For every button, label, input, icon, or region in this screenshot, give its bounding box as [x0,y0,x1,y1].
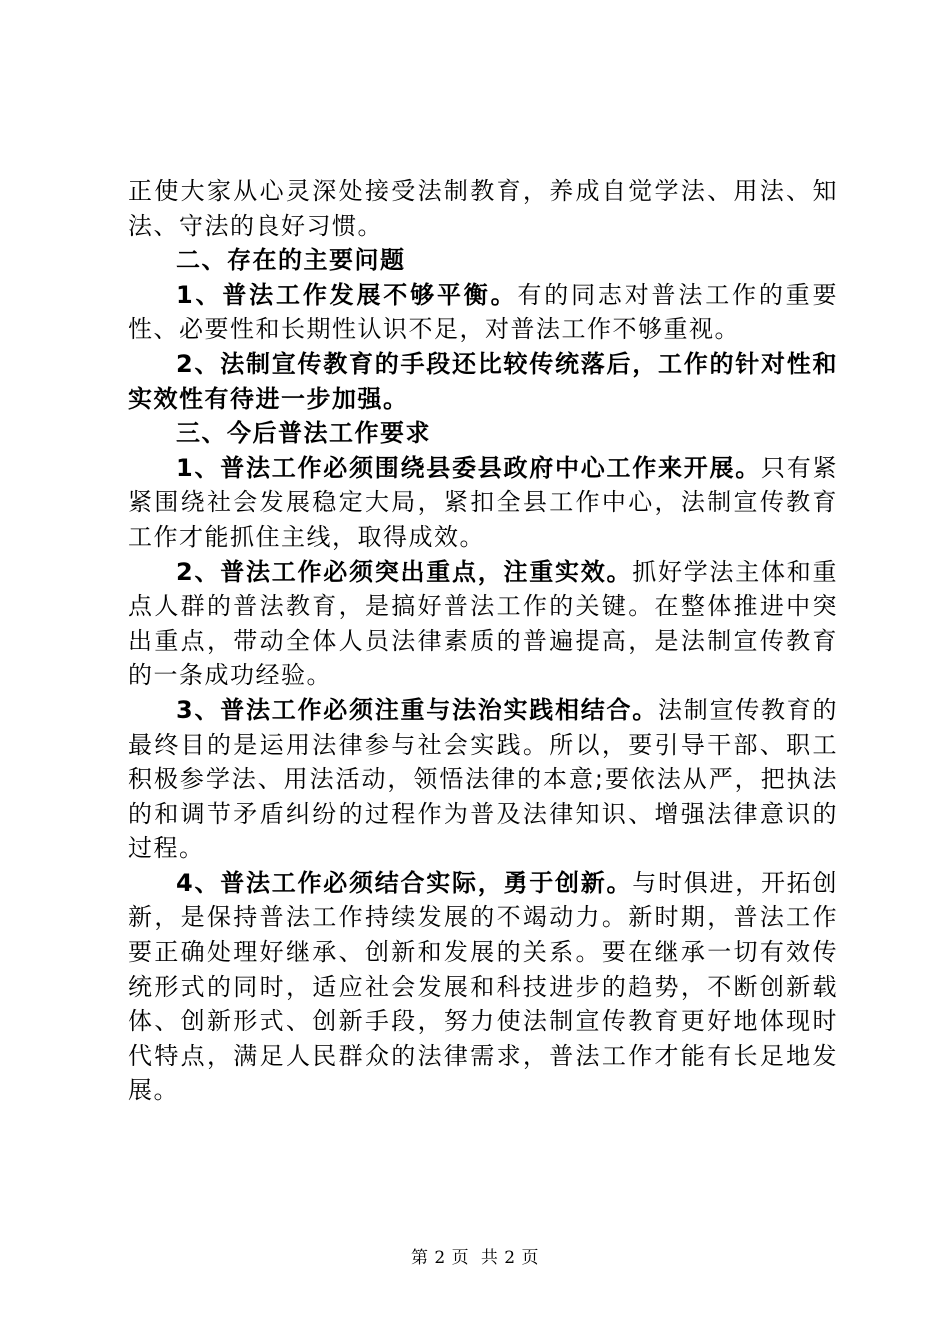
item-text: 与时俱进，开拓创新，是保持普法工作持续发展的不竭动力。新时期，普法工作要正确处理好继承、创新和发展的关系。要在继承一切有效传统形式的同时，适应社会发展和科技进步的趋势，不断创新载体、创新形式、创新手段，努力使法制宣传教育更好地体现时代特点，满足人民群众的法律需求，普法工作才能有长足地发展。 [128,868,838,1105]
item-lead: 4、普法工作必须结合实际，勇于创新。 [176,868,633,897]
problem-item-1 [128,278,838,347]
item-lead: 2、法制宣传教育的手段还比较传统落后，工作的针对性和实效性有待进一步加强。 [128,349,838,413]
item-lead: 1、普法工作必须围绕县委县政府中心工作来开展。 [176,453,761,482]
heading-text: 三、今后普法工作要求 [176,419,431,448]
heading-text: 二、存在的主要问题 [176,246,406,275]
requirement-item-2 [128,555,838,693]
paragraph-text: 正使大家从心灵深处接受法制教育，养成自觉学法、用法、知法、守法的良好习惯。 [128,177,838,240]
page-number-label: 第 2 页 共 2 页 [410,1248,540,1268]
problem-item-2 [128,347,838,416]
requirement-item-1 [128,451,838,555]
item-lead: 1、普法工作发展不够平衡。 [176,280,518,309]
item-text: 抓好学法主体和重点人群的普法教育，是搞好普法工作的关键。在整体推进中突出重点，带动全体人员法律素质的普遍提高，是法制宣传教育的一条成功经验。 [128,557,838,690]
item-text: 只有紧紧围绕社会发展稳定大局，紧扣全县工作中心，法制宣传教育工作才能抓住主线，取得成效。 [128,453,839,551]
page-footer [0,1243,950,1268]
item-text: 有的同志对普法工作的重要性、必要性和长期性认识不足，对普法工作不够重视。 [128,280,838,344]
item-lead: 3、普法工作必须注重与法治实践相结合。 [176,695,658,724]
requirement-item-3 [128,693,838,866]
item-text: 法制宣传教育的最终目的是运用法律参与社会实践。所以，要引导干部、职工积极参学法、用法活动，领悟法律的本意;要依法从严，把执法的和调节矛盾纠纷的过程作为普及法律知识、增强法律意识的过程。 [128,695,838,863]
document-body [128,174,838,1108]
item-lead: 2、普法工作必须突出重点，注重实效。 [176,557,633,586]
requirement-item-4 [128,866,838,1108]
section-heading-requirements [128,416,838,451]
section-heading-problems [128,243,838,278]
paragraph-continuation [128,174,838,243]
